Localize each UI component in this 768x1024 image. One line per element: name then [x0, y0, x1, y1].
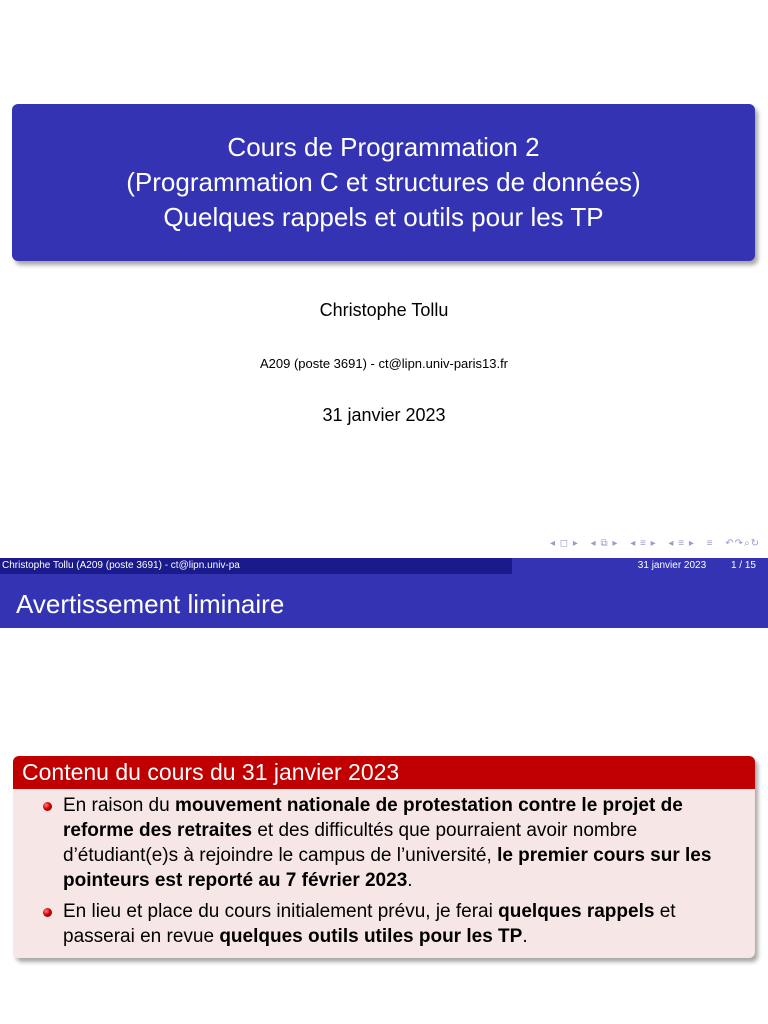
item-text: . [407, 870, 413, 891]
item-text: et des difficultés que pourraient avoir nombre d’étudiant(e)s à rejoindre le campus de l’université, [63, 820, 638, 866]
footer-author: Christophe Tollu (A209 (poste 3691) - ct@lipn.univ-pa [0, 558, 512, 574]
nav-appendix-icon[interactable]: ◂ ≡ ▸ [668, 538, 695, 549]
list-item [27, 793, 741, 893]
nav-toc-icon[interactable]: ≡ [706, 538, 714, 549]
footer-right [512, 558, 768, 574]
block-title: Contenu du cours du 31 janvier 2023 [13, 756, 755, 789]
author: Christophe Tollu [319, 300, 449, 320]
bullet-icon [43, 908, 52, 917]
nav-frame-icon[interactable]: ◂ ◻ ▸ [549, 538, 579, 549]
title-line-3: Quelques rappels et outils pour les TP [163, 202, 604, 232]
item-bold-text: mouvement nationale de protestation contre le projet de reforme des retraites [63, 795, 683, 841]
slide-footer [0, 558, 768, 574]
footer-date: 31 janvier 2023 [637, 560, 707, 571]
title-box [12, 104, 755, 261]
title-line-2: (Programmation C et structures de données) [126, 167, 641, 197]
item-text: En lieu et place du cours initialement prévu, je ferai [63, 901, 499, 922]
alert-block [13, 756, 755, 958]
nav-search-icon[interactable]: ↶↷⌕↻ [725, 538, 760, 549]
item-bold-text: le premier cours sur les pointeurs est reporté au 7 février 2023 [63, 845, 712, 891]
block-body [13, 789, 755, 949]
bullet-icon [43, 802, 52, 811]
footer-page: 1 / 15 [730, 560, 756, 571]
list-item [27, 899, 741, 949]
contact: A209 (poste 3691) - ct@lipn.univ-paris13.fr [259, 356, 509, 371]
item-text: et passerai en revue [63, 901, 676, 947]
nav-subsection-icon[interactable]: ◂ ⧉ ▸ [590, 538, 619, 549]
presentation-date: 31 janvier 2023 [322, 405, 446, 425]
nav-section-icon[interactable]: ◂ ≡ ▸ [630, 538, 657, 549]
item-text: . [522, 926, 528, 947]
frame-title: Avertissement liminaire [0, 574, 768, 628]
title-line-1: Cours de Programmation 2 [227, 132, 540, 162]
item-text: En raison du [63, 795, 175, 816]
navigation-symbols-icon[interactable] [542, 538, 760, 549]
item-bold-text: quelques outils utiles pour les TP [219, 926, 523, 947]
item-bold-text: quelques rappels [498, 901, 655, 922]
